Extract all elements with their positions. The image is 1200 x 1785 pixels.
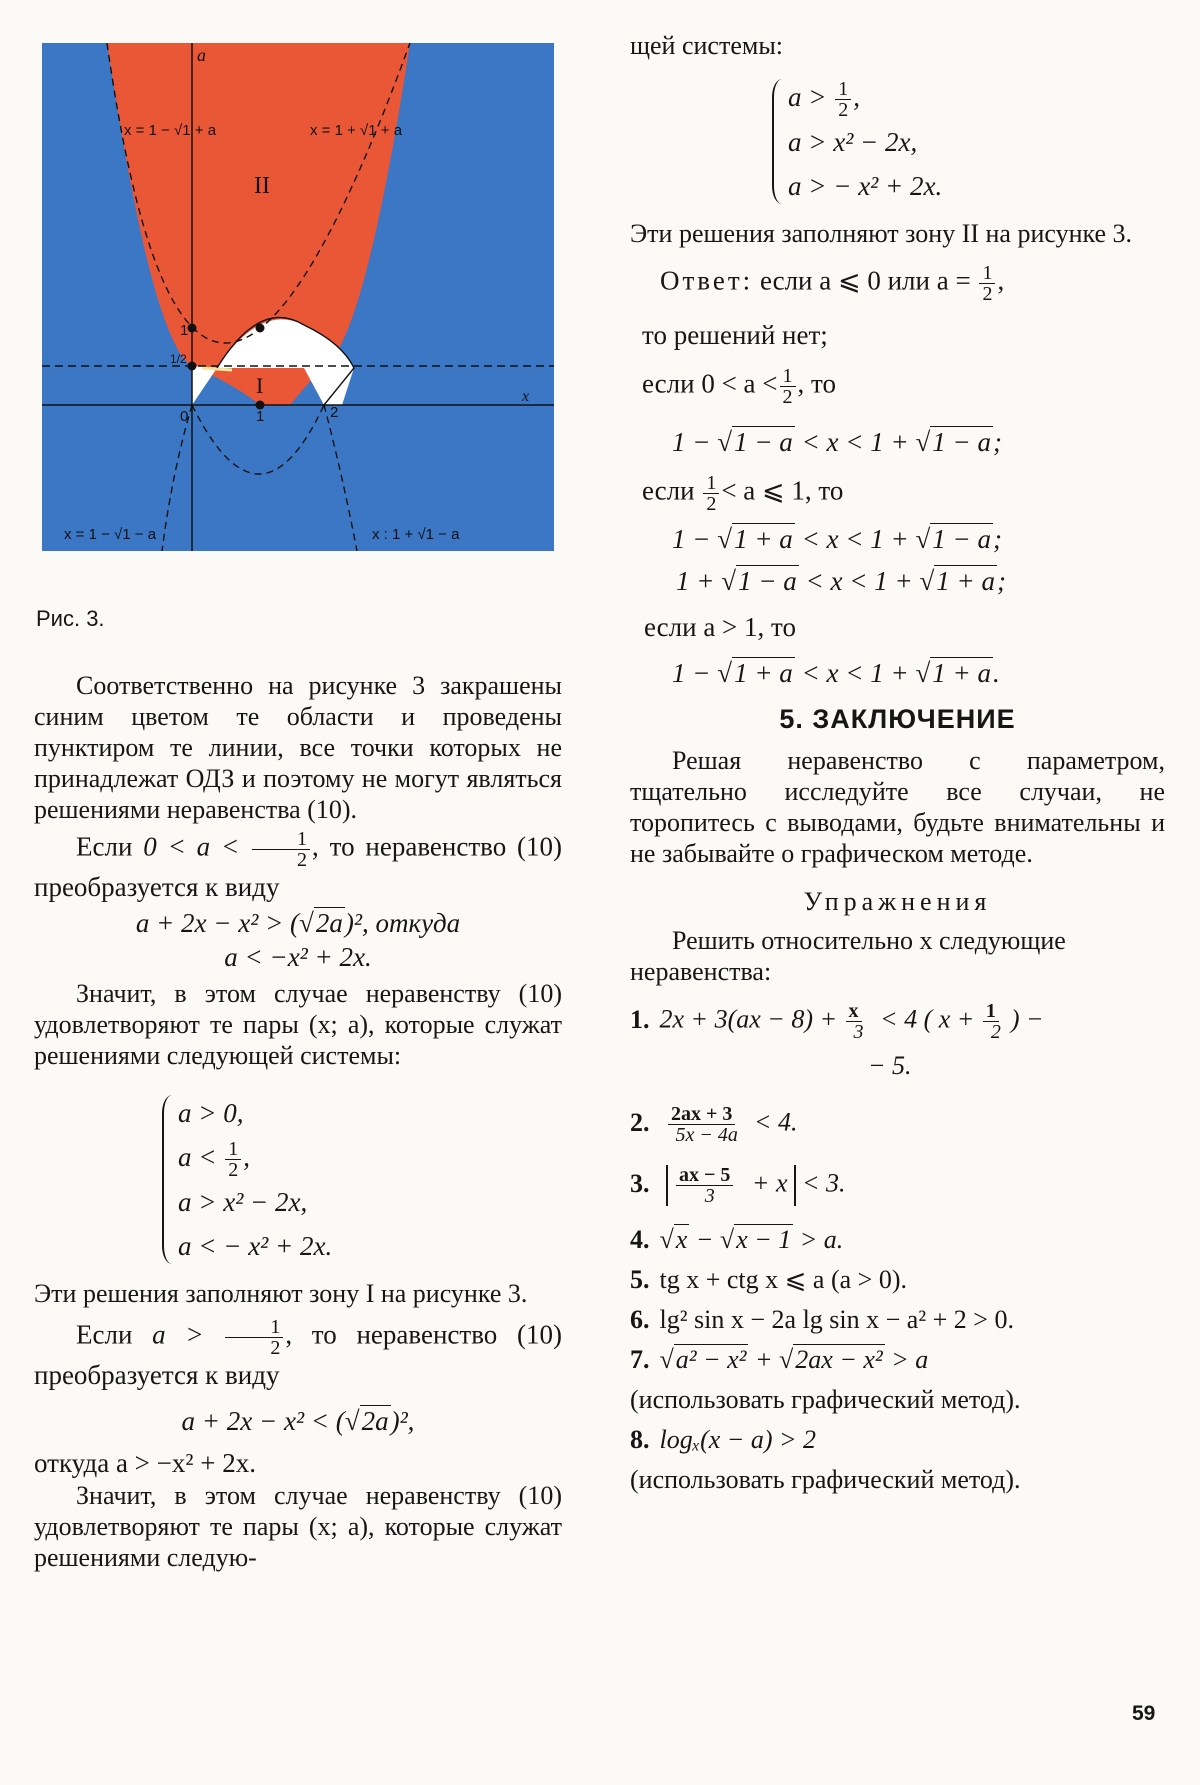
case-3-formula: 1 − √1 + a < x < 1 + √1 + a. [672, 658, 1000, 689]
tick-label-x-one: 1 [256, 408, 265, 425]
formula-result-2: откуда a > −x² + 2x. [34, 1448, 256, 1479]
axis-label-a: a [197, 45, 206, 65]
axis-label-x: x [522, 388, 530, 405]
yellow-edge [202, 368, 232, 370]
curve-label-tl: x = 1 − √1 + a [124, 122, 217, 139]
curve-label-tr: x = 1 + √1 + a [310, 122, 403, 139]
point-a-one [188, 324, 197, 333]
system-1-row-2: a < $\frac{1}{2}$ , [178, 1138, 250, 1182]
point-a-half [188, 362, 197, 371]
system-2-row-3: a > − x² + 2x. [788, 171, 943, 202]
curve-label-br: x : 1 + √1 − a [372, 526, 460, 543]
system-2 [770, 75, 1165, 208]
page-number: 59 [1132, 1702, 1156, 1725]
tick-label-two: 2 [330, 404, 339, 421]
system-2-row-2: a > x² − 2x, [788, 127, 918, 158]
exercises-intro: Решить относительно x следующие неравенства: [630, 926, 1066, 987]
paragraph-system-intro-2: Значит, в этом случае неравенству (10) удовлетворяют те пары (x; a), которые служат решениями следую- [34, 1481, 562, 1573]
left-column [34, 600, 562, 1573]
figure-3-graph [42, 43, 554, 551]
paragraph-case-gt-half: Если a > $\frac{1}{2}$ , то неравенство (10) преобразуется к виду [34, 1316, 562, 1391]
system-1 [160, 1091, 562, 1268]
paragraph-zone-i: Эти решения заполняют зону I на рисунке 3. [34, 1279, 528, 1309]
exercise-1-cont: − 5. [868, 1051, 912, 1081]
exercise-2: 2. $\frac{2ax + 3}{5x - 4a}$ < 4. [630, 1103, 798, 1147]
case-1-formula: 1 − √1 − a < x < 1 + √1 − a; [672, 427, 1003, 458]
paragraph-oidz: Соответственно на рисунке 3 закрашены синим цветом те области и проведены пунктиром те линии, все точки которых не принадлежат ОДЗ и поэтому не могут являться решениями неравенства (10). [34, 671, 562, 824]
system-1-row-4: a < − x² + 2x. [178, 1231, 333, 1262]
exercise-3: 3. $\frac{ax - 5}{3}$ + x < 3. [630, 1164, 846, 1208]
system-2-row-1: a > $\frac{1}{2}$ , [788, 78, 860, 122]
system-1-row-1: a > 0, [178, 1098, 244, 1128]
formula-result-1: a < −x² + 2x. [224, 942, 372, 972]
paragraph-system-intro-1: Значит, в этом случае неравенству (10) удовлетворяют те пары (x; a), которые служат решениями следующей системы: [34, 979, 562, 1070]
exercise-7-note: (использовать графический метод). [630, 1385, 1021, 1415]
case-1-condition: если 0 < a < $\frac{1}{2}$ , то [642, 365, 836, 409]
formula-transform-1: a + 2x − x² > (√2a)², откуда [135, 908, 461, 938]
paragraph-zone-ii: Эти решения заполняют зону II на рисунке 3. [630, 219, 1133, 249]
paragraph-case-lt-half: Если 0 < a < $\frac{1}{2}$ , то неравенство (10) преобразуется к виду [34, 828, 563, 902]
zone-label-i: I [256, 373, 264, 398]
paragraph-conclusion: Решая неравенство с параметром, тщательно исследуйте все случаи, не торопитесь с выводами, будьте внимательны и не забывайте о графическом методе. [630, 746, 1165, 869]
answer-no-solutions: то решений нет; [642, 320, 828, 351]
fraction-half: $\frac{1}{2}$ [225, 1317, 283, 1358]
point-top [256, 324, 265, 333]
exercise-7: 7. √a² − x² + √2ax − x² > a [630, 1345, 929, 1375]
sqrt-2a: √2a [344, 1406, 389, 1437]
formula-transform-2: a + 2x − x² < (√2a)², [181, 1406, 415, 1437]
absolute-value: $\frac{ax - 5}{3}$ + x [666, 1165, 796, 1206]
case-2-condition: если $\frac{1}{2}$ < a ⩽ 1, то [642, 472, 844, 516]
figure-caption: Рис. 3. [36, 606, 105, 631]
exercise-4: 4. √x − √x − 1 > a. [630, 1225, 844, 1255]
sqrt-2a: √2a [299, 908, 343, 938]
exercise-8-note: (использовать графический метод). [630, 1465, 1021, 1495]
fraction-half: $\frac{1}{2}$ [252, 829, 310, 870]
curve-label-bl: x = 1 − √1 − a [64, 526, 157, 543]
exercise-6: 6. lg² sin x − 2a lg sin x − a² + 2 > 0. [630, 1305, 1014, 1335]
case-2-formula-2: 1 + √1 − a < x < 1 + √1 + a; [676, 566, 1007, 597]
system-1-row-3: a > x² − 2x, [178, 1187, 308, 1218]
tick-label-one: 1 [180, 322, 189, 339]
right-column [630, 30, 1165, 1504]
section-heading-conclusion: 5. ЗАКЛЮЧЕНИЕ [779, 704, 1016, 735]
exercise-1: 1. 2x + 3(ax − 8) + $\frac{x}{3}$ < 4 ( x + $\frac{1}{2}$ ) − [630, 1000, 1044, 1044]
tick-label-half: 1/2 [170, 352, 187, 366]
tick-label-zero: 0 [180, 408, 189, 425]
answer-line: Ответ: если a ⩽ 0 или a = $\frac{1}{2}$ , [660, 262, 1005, 306]
case-2-formula-1: 1 − √1 + a < x < 1 + √1 − a; [672, 524, 1003, 555]
zone-label-ii: II [254, 173, 270, 199]
exercise-8: 8. logₓ(x − a) > 2 [630, 1425, 817, 1455]
exercise-5: 5. tg x + ctg x ⩽ a (a > 0). [630, 1265, 907, 1295]
answer-label: Ответ: [660, 266, 754, 296]
case-3-condition: если a > 1, то [644, 612, 796, 643]
exercises-title: Упражнения [803, 887, 992, 917]
paragraph-system-intro-cont: щей системы: [630, 31, 784, 60]
